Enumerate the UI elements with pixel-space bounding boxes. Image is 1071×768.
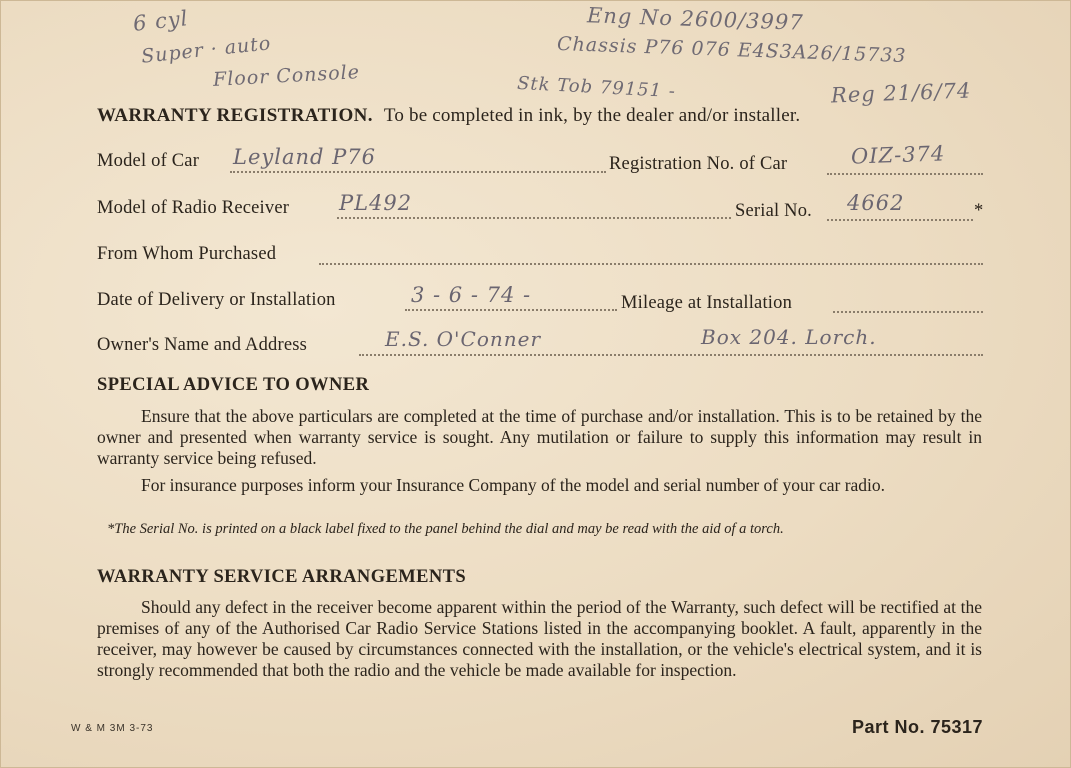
- date-of-delivery-line: [405, 309, 617, 311]
- special-advice-paragraph-1: [97, 406, 982, 469]
- handwritten-registration-date: Reg 21/6/74: [830, 78, 972, 108]
- model-of-car-line: [230, 171, 606, 173]
- owner-label: Owner's Name and Address: [97, 335, 308, 355]
- warranty-service-heading: WARRANTY SERVICE ARRANGEMENTS: [97, 567, 467, 587]
- owner-line: [359, 354, 983, 356]
- handwritten-engine-number: Eng No 2600/3997: [586, 3, 804, 35]
- owner-address-value[interactable]: Box 204. Lorch.: [701, 325, 877, 349]
- date-of-delivery-value[interactable]: 3 - 6 - 74 -: [411, 283, 532, 307]
- registration-no-label: Registration No. of Car: [609, 154, 788, 174]
- serial-no-label: Serial No.: [735, 201, 813, 221]
- serial-no-line: [827, 219, 973, 221]
- title-instruction: To be completed in ink, by the dealer and/or installer.: [383, 105, 801, 126]
- model-of-radio-line: [337, 217, 731, 219]
- handwritten-note-transmission: Super · auto: [140, 32, 273, 68]
- registration-no-value[interactable]: OIZ-374: [850, 141, 946, 169]
- serial-number-note: *The Serial No. is printed on a black label fixed to the panel behind the dial and may be read with the aid of a torch.: [107, 521, 784, 537]
- handwritten-note-console: Floor Console: [212, 61, 361, 91]
- title-line: [97, 105, 800, 127]
- model-of-car-value[interactable]: Leyland P76: [233, 145, 376, 169]
- serial-no-value[interactable]: 4662: [847, 191, 905, 215]
- warranty-service-paragraph-text: Should any defect in the receiver become apparent within the period of the Warranty, such defect will be rectified at the premises of any of the Authorised Car Radio Service Stations listed in the accompanying booklet. A fault, apparently in the receiver, may however be caused by circumstances connected with the installation, or the vehicle's electrical system, and it is strongly recommended that both the radio and the vehicle be made available for inspection.: [97, 597, 982, 680]
- model-of-radio-value[interactable]: PL492: [339, 191, 413, 215]
- handwritten-note-cylinders: 6 cyl: [131, 6, 190, 36]
- date-of-delivery-label: Date of Delivery or Installation: [97, 290, 336, 310]
- title-heading: WARRANTY REGISTRATION.: [97, 105, 373, 126]
- part-number: Part No. 75317: [852, 717, 984, 737]
- special-advice-paragraph-1-text: Ensure that the above particulars are completed at the time of purchase and/or installation. This is to be retained by the owner and presented when warranty service is sought. Any mutilation or failure to supply this information may result in warranty service being refused.: [97, 406, 982, 468]
- from-whom-label: From Whom Purchased: [97, 244, 277, 264]
- from-whom-line: [319, 263, 983, 265]
- mileage-label: Mileage at Installation: [621, 293, 793, 313]
- print-code: W & M 3M 3-73: [71, 723, 154, 734]
- owner-name-value[interactable]: E.S. O'Conner: [385, 327, 542, 351]
- registration-no-line: [827, 173, 983, 175]
- serial-no-asterisk: *: [974, 201, 984, 221]
- special-advice-paragraph-2-text: For insurance purposes inform your Insurance Company of the model and serial number of your car radio.: [141, 475, 886, 495]
- warranty-service-paragraph: [97, 597, 982, 681]
- handwritten-chassis-number: Chassis P76 076 E4S3A26/15733: [556, 32, 907, 68]
- special-advice-heading: SPECIAL ADVICE TO OWNER: [97, 375, 370, 395]
- handwritten-stock-number: Stk Tob 79151 -: [516, 72, 677, 103]
- mileage-line: [833, 311, 983, 313]
- model-of-radio-label: Model of Radio Receiver: [97, 198, 290, 218]
- model-of-car-label: Model of Car: [97, 151, 200, 171]
- special-advice-paragraph-2: [97, 475, 982, 496]
